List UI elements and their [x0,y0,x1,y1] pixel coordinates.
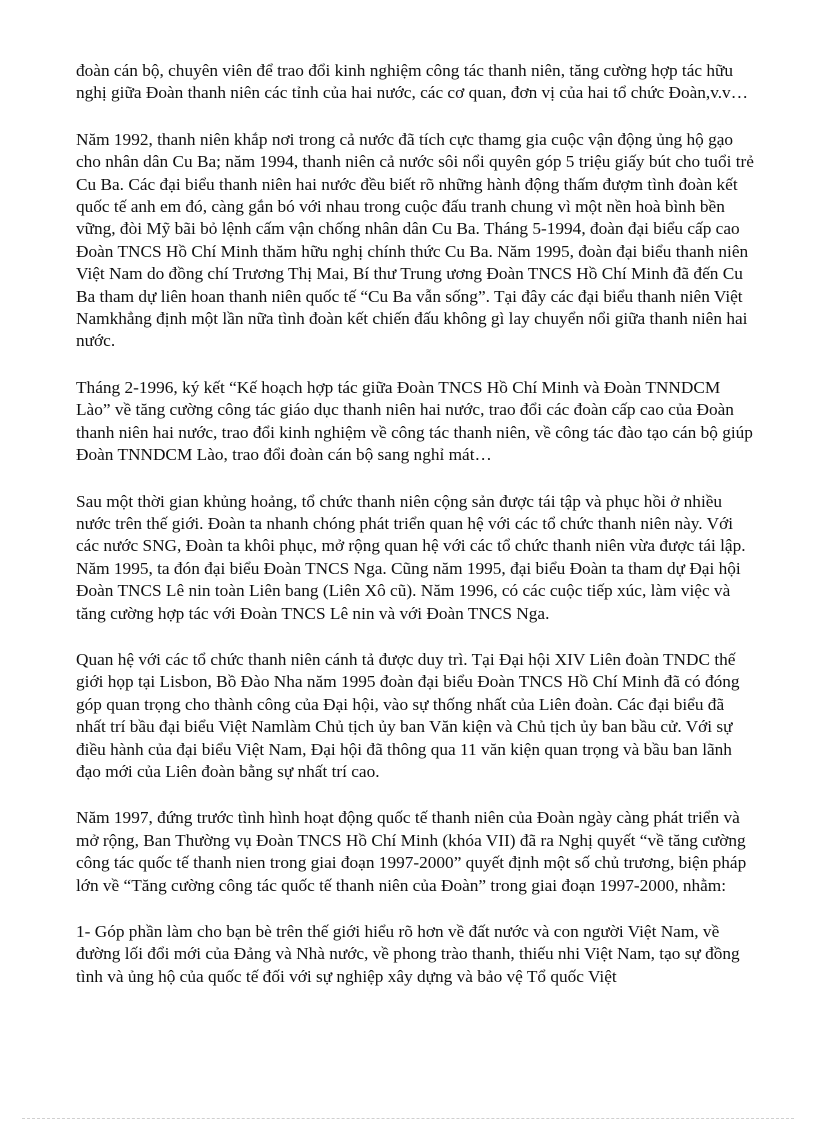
paragraph: Năm 1992, thanh niên khắp nơi trong cả nước đã tích cực thamg gia cuộc vận động ủng hộ gạo cho nhân dân Cu Ba; năm 1994, thanh niên cả nước sôi nổi quyên góp 5 triệu giấy bút cho tuổi trẻ Cu Ba. Các đại biểu thanh niên hai nước đều biết rõ những hành động thấm đượm tình đoàn kết quốc tế anh em đó, càng gắn bó với nhau trong cuộc đấu tranh chung vì một nền hoà bình bền vững, đòi Mỹ bãi bỏ lệnh cấm vận chống nhân dân Cu Ba. Tháng 5-1994, đoàn đại biểu cấp cao Đoàn TNCS Hồ Chí Minh thăm hữu nghị chính thức Cu Ba. Năm 1995, đoàn đại biểu thanh niên Việt Nam do đồng chí Trương Thị Mai, Bí thư Trung ương Đoàn TNCS Hồ Chí Minh đã đến Cu Ba tham dự liên hoan thanh niên quốc tế “Cu Ba vẫn sống”. Tại đây các đại biểu thanh niên Việt Namkhẳng định một lần nữa tình đoàn kết chiến đấu không gì lay chuyển nổi giữa thanh niên hai nước. [76,129,754,351]
page-bottom-divider [22,1118,794,1119]
paragraph: 1- Góp phần làm cho bạn bè trên thế giới hiểu rõ hơn về đất nước và con người Việt Nam, về đường lối đổi mới của Đảng và Nhà nước, về phong trào thanh, thiếu nhi Việt Nam, tạo sự đồng tình và ủng hộ của quốc tế đối với sự nghiệp xây dựng và bảo vệ Tổ quốc Việt [76,922,740,986]
paragraph: Quan hệ với các tổ chức thanh niên cánh tả được duy trì. Tại Đại hội XIV Liên đoàn TNDC thế giới họp tại Lisbon, Bồ Đào Nha năm 1995 đoàn đại biểu Đoàn TNCS Hồ Chí Minh đã có đóng góp quan trọng cho thành công của Đại hội, vào sự thống nhất của Liên đoàn. Các đại biểu đã nhất trí bầu đại biểu Việt Namlàm Chủ tịch ủy ban Văn kiện và Chủ tịch ủy ban bầu cử. Với sự điều hành của đại biểu Việt Nam, Đại hội đã thông qua 11 văn kiện quan trọng và bầu ban lãnh đạo mới của Liên đoàn bằng sự nhất trí cao. [76,649,740,781]
paragraph: Sau một thời gian khủng hoảng, tổ chức thanh niên cộng sản được tái tập và phục hồi ở nhiều nước trên thế giới. Đoàn ta nhanh chóng phát triển quan hệ với các tổ chức thanh niên này. Với các nước SNG, Đoàn ta khôi phục, mở rộng quan hệ với các tổ chức thanh niên vừa được tái lập. Năm 1995, ta đón đại biểu Đoàn TNCS Nga. Cũng năm 1995, đại biểu Đoàn ta tham dự Đại hội Đoàn TNCS Lê nin toàn Liên bang (Liên Xô cũ). Năm 1996, có các cuộc tiếp xúc, làm việc và tăng cường hợp tác với Đoàn TNCS Lê nin và với Đoàn TNCS Nga. [76,491,746,623]
paragraph: Tháng 2-1996, ký kết “Kế hoạch hợp tác giữa Đoàn TNCS Hồ Chí Minh và Đoàn TNNDCM Lào” về tăng cường công tác giáo dục thanh niên hai nước, trao đổi các đoàn cấp cao của Đoàn thanh niên hai nước, trao đổi kinh nghiệm về công tác thanh niên, về công tác đào tạo cán bộ giúp Đoàn TNNDCM Lào, trao đổi đoàn cán bộ sang nghỉ mát… [76,377,753,465]
paragraph: Năm 1997, đứng trước tình hình hoạt động quốc tế thanh niên của Đoàn ngày càng phát triển và mở rộng, Ban Thường vụ Đoàn TNCS Hồ Chí Minh (khóa VII) đã ra Nghị quyết “về tăng cường công tác quốc tế thanh nien trong giai đoạn 1997-2000” quyết định một số chủ trương, biện pháp lớn về “Tăng cường công tác quốc tế thanh niên của Đoàn” trong giai đoạn 1997-2000, nhằm: [76,808,747,895]
document-page [76,60,756,988]
paragraph: đoàn cán bộ, chuyên viên để trao đổi kinh nghiệm công tác thanh niên, tăng cường hợp tác hữu nghị giữa Đoàn thanh niên các tỉnh của hai nước, các cơ quan, đơn vị của hai tổ chức Đoàn,v.v… [76,61,748,103]
